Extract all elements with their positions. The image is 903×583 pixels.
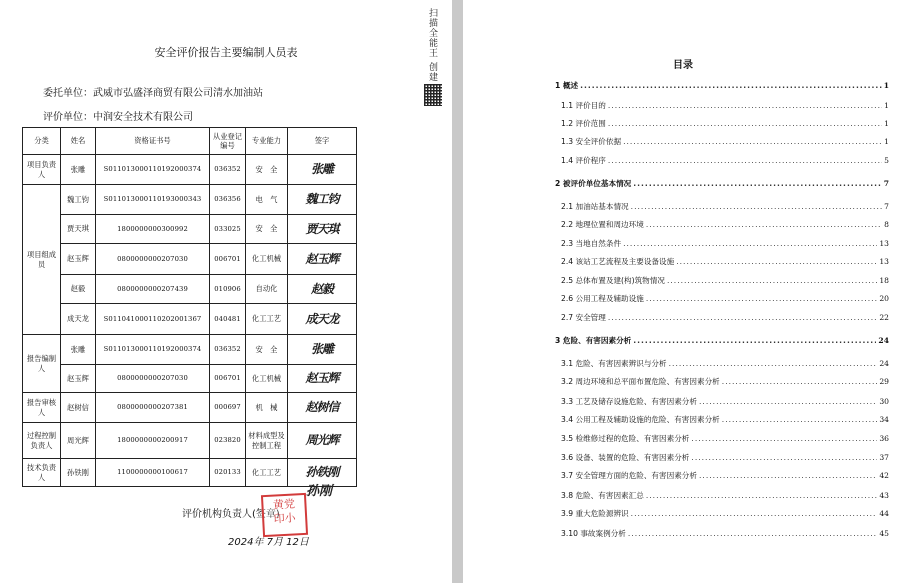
header-reg: 从业登记编号 (210, 128, 246, 155)
signature-cell: 赵树信 (288, 393, 357, 423)
table-row (23, 393, 357, 423)
toc-entry-label: 2.5 总体布置及建(构)筑物情况 (561, 276, 665, 285)
scanner-watermark (424, 4, 442, 114)
table-row (23, 304, 357, 335)
reg-cell: 006701 (210, 365, 246, 393)
toc-leader-dots (646, 491, 877, 500)
table-row (23, 335, 357, 365)
toc-entry[interactable] (555, 238, 889, 249)
toc-leader-dots (633, 336, 876, 345)
reg-cell: 036356 (210, 185, 246, 215)
toc-entry-label: 2 被评价单位基本情况 (555, 179, 632, 188)
toc-title: 目录 (673, 60, 693, 71)
toc-leader-dots (646, 220, 882, 229)
reg-cell: 006701 (210, 244, 246, 275)
name-cell: 张雕 (61, 155, 96, 185)
toc-entry-label: 2.4 该站工艺流程及主要设备设施 (561, 257, 675, 266)
name-cell: 赵树信 (61, 393, 96, 423)
toc-entry[interactable] (555, 528, 889, 539)
toc-leader-dots (691, 453, 877, 462)
toc-entry-label: 3.8 危险、有害因素汇总 (561, 491, 644, 500)
toc-entry[interactable] (555, 335, 889, 346)
category-cell: 报告审核人 (23, 393, 61, 423)
toc-entry-page: 30 (879, 397, 889, 406)
toc-entry-page: 1 (884, 119, 889, 128)
cert-cell: S011013000110192000374 (96, 155, 210, 185)
cert-cell: 1100000000100617 (96, 459, 210, 487)
reg-cell: 020133 (210, 459, 246, 487)
signature-cell: 张雕 (288, 155, 357, 185)
toc-entry[interactable] (555, 100, 889, 111)
toc-entry-label: 3.6 设备、装置的危险、有害因素分析 (561, 453, 690, 462)
toc-entry[interactable] (555, 80, 889, 91)
toc-leader-dots (623, 137, 882, 146)
toc-entry-page: 34 (879, 415, 889, 424)
cert-cell: 0800000000207439 (96, 275, 210, 304)
category-cell: 技术负责人 (23, 459, 61, 487)
toc-entry-label: 3.9 重大危险源辨识 (561, 509, 629, 518)
reg-cell: 040481 (210, 304, 246, 335)
table-row (23, 155, 357, 185)
capability-cell: 化工工艺 (246, 304, 288, 335)
table-row (23, 185, 357, 215)
capability-cell: 化工机械 (246, 244, 288, 275)
toc-entry[interactable] (555, 219, 889, 230)
table-row (23, 244, 357, 275)
signature-cell: 贾天琪 (288, 215, 357, 244)
toc-leader-dots (623, 239, 877, 248)
toc-entry-label: 3 危险、有害因素分析 (555, 336, 632, 345)
toc-entry-label: 3.4 公用工程及辅助设施的危险、有害因素分析 (561, 415, 720, 424)
capability-cell: 电 气 (246, 185, 288, 215)
toc-entry-label: 3.7 安全管理方面的危险、有害因素分析 (561, 471, 697, 480)
toc-entry-page: 7 (883, 179, 889, 188)
signature-cell: 张雕 (288, 335, 357, 365)
toc-entry-label: 1.4 评价程序 (561, 156, 606, 165)
capability-cell: 机 械 (246, 393, 288, 423)
toc-entry-label: 2.1 加油站基本情况 (561, 202, 629, 211)
toc-entry[interactable] (555, 155, 889, 166)
toc-entry[interactable] (555, 312, 889, 323)
toc-entry[interactable] (555, 136, 889, 147)
toc-entry[interactable] (555, 433, 889, 444)
evaluator-line: 评价单位：中润安全技术有限公司 (43, 112, 193, 123)
toc-leader-dots (676, 257, 877, 266)
toc-leader-dots (608, 101, 882, 110)
toc-leader-dots (580, 81, 882, 90)
name-cell: 张雕 (61, 335, 96, 365)
toc-leader-dots (631, 202, 883, 211)
toc-entry[interactable] (555, 118, 889, 129)
header-cert: 资格证书号 (96, 128, 210, 155)
cert-cell: 0800000000207030 (96, 244, 210, 275)
toc-entry[interactable] (555, 178, 889, 189)
toc-entry[interactable] (555, 508, 889, 519)
table-row (23, 423, 357, 459)
reg-cell: 010906 (210, 275, 246, 304)
signature-cell: 周光辉 (288, 423, 357, 459)
staff-table (22, 127, 357, 487)
toc-entry-page: 1 (884, 137, 889, 146)
toc-entry-page: 24 (879, 359, 889, 368)
cert-cell: 0800000000207030 (96, 365, 210, 393)
capability-cell: 化工机械 (246, 365, 288, 393)
name-cell: 周光辉 (61, 423, 96, 459)
client-line: 委托单位：武威市弘盛泽商贸有限公司清水加油站 (43, 88, 263, 99)
toc-entry[interactable] (555, 293, 889, 304)
qr-code-icon (424, 84, 442, 106)
reg-cell: 033025 (210, 215, 246, 244)
toc-leader-dots (691, 434, 877, 443)
toc-entry-label: 2.3 当地自然条件 (561, 239, 622, 248)
header-signature: 签字 (288, 128, 357, 155)
name-cell: 成天龙 (61, 304, 96, 335)
toc-entry[interactable] (555, 470, 889, 481)
signature-cell: 成天龙 (288, 304, 357, 335)
category-cell: 项目组成员 (23, 185, 61, 335)
toc-entry-page: 20 (879, 294, 889, 303)
capability-cell: 安 全 (246, 215, 288, 244)
watermark-text: 扫描全能王 创建 (427, 8, 437, 82)
capability-cell: 材料成型及控制工程 (246, 423, 288, 459)
toc-leader-dots (631, 509, 878, 518)
toc-leader-dots (628, 529, 877, 538)
toc-entry-page: 42 (879, 471, 889, 480)
toc-entry-label: 3.5 检维修过程的危险、有害因素分析 (561, 434, 690, 443)
signature-cell: 赵毅 (288, 275, 357, 304)
category-cell: 项目负责人 (23, 155, 61, 185)
toc-entry-page: 1 (883, 81, 889, 90)
toc-entry-label: 2.6 公用工程及辅助设施 (561, 294, 644, 303)
toc-entry[interactable] (555, 201, 889, 212)
toc-entry[interactable] (555, 376, 889, 387)
signature-cell: 赵玉辉 (288, 244, 357, 275)
category-cell: 过程控制负责人 (23, 423, 61, 459)
toc-entry-page: 37 (879, 453, 889, 462)
toc-entry-page: 18 (879, 276, 889, 285)
cert-cell: 1800000000300992 (96, 215, 210, 244)
reg-cell: 023820 (210, 423, 246, 459)
toc-entry-page: 8 (884, 220, 889, 229)
capability-cell: 化工工艺 (246, 459, 288, 487)
name-cell: 魏工钧 (61, 185, 96, 215)
toc-entry-label: 3.2 周边环境和总平面布置危险、有害因素分析 (561, 377, 720, 386)
toc-leader-dots (722, 377, 878, 386)
toc-leader-dots (699, 397, 877, 406)
category-cell: 报告编制人 (23, 335, 61, 393)
responsible-signature: 孙刚 (306, 484, 333, 499)
toc-entry-page: 24 (878, 336, 889, 345)
toc-entry-label: 2.2 地理位置和周边环境 (561, 220, 644, 229)
toc-entry[interactable] (555, 396, 889, 407)
toc-leader-dots (667, 276, 877, 285)
toc-entry-label: 3.10 事故案例分析 (561, 529, 626, 538)
page-title: 安全评价报告主要编制人员表 (154, 46, 298, 59)
cert-cell: S011041000110202001367 (96, 304, 210, 335)
toc-leader-dots (608, 119, 882, 128)
red-seal-stamp: 黄党 印小 (261, 493, 308, 537)
toc-entry[interactable] (555, 490, 889, 501)
signature-cell: 孙铁刚 (288, 459, 357, 487)
toc-entry-page: 44 (879, 509, 889, 518)
toc-entry-page: 22 (879, 313, 889, 322)
toc-entry[interactable] (555, 275, 889, 286)
toc-entry-page: 7 (884, 202, 889, 211)
name-cell: 孙铁刚 (61, 459, 96, 487)
toc-entry-label: 1.1 评价目的 (561, 101, 606, 110)
page-table-of-contents (463, 0, 903, 583)
reg-cell: 036352 (210, 155, 246, 185)
header-capability: 专业能力 (246, 128, 288, 155)
name-cell: 赵玉辉 (61, 244, 96, 275)
cert-cell: S011013000110192000374 (96, 335, 210, 365)
name-cell: 贾天琪 (61, 215, 96, 244)
toc-entry[interactable] (555, 414, 889, 425)
table-row (23, 365, 357, 393)
table-header-row (23, 128, 357, 155)
toc-entry-label: 1.3 安全评价依据 (561, 137, 622, 146)
toc-entry-page: 29 (879, 377, 889, 386)
reg-cell: 000697 (210, 393, 246, 423)
toc-leader-dots (669, 359, 878, 368)
cert-cell: 1800000000200917 (96, 423, 210, 459)
header-name: 姓名 (61, 128, 96, 155)
name-cell: 赵玉辉 (61, 365, 96, 393)
name-cell: 赵毅 (61, 275, 96, 304)
toc-leader-dots (608, 313, 877, 322)
toc-leader-dots (608, 156, 882, 165)
toc-entry[interactable] (555, 256, 889, 267)
toc-entry-page: 43 (879, 491, 889, 500)
toc-entry-label: 3.1 危险、有害因素辨识与分析 (561, 359, 667, 368)
toc-leader-dots (633, 179, 881, 188)
signature-cell: 魏工钧 (288, 185, 357, 215)
toc-entry-page: 5 (884, 156, 889, 165)
toc-leader-dots (646, 294, 877, 303)
cert-cell: S011013000110193000343 (96, 185, 210, 215)
page-gutter (452, 0, 463, 583)
toc-entry-label: 1 概述 (555, 81, 579, 90)
capability-cell: 安 全 (246, 335, 288, 365)
signature-cell: 赵玉辉 (288, 365, 357, 393)
toc-entry[interactable] (555, 358, 889, 369)
capability-cell: 安 全 (246, 155, 288, 185)
reg-cell: 036352 (210, 335, 246, 365)
header-category: 分类 (23, 128, 61, 155)
table-row (23, 275, 357, 304)
toc-entry-label: 3.3 工艺及储存设施危险、有害因素分析 (561, 397, 697, 406)
toc-entry-page: 45 (879, 529, 889, 538)
toc-entry-page: 1 (884, 101, 889, 110)
toc-entry-label: 2.7 安全管理 (561, 313, 606, 322)
toc-leader-dots (699, 471, 877, 480)
cert-cell: 0800000000207381 (96, 393, 210, 423)
toc-entry-page: 36 (879, 434, 889, 443)
toc-entry-label: 1.2 评价范围 (561, 119, 606, 128)
capability-cell: 自动化 (246, 275, 288, 304)
toc-entry-page: 13 (879, 239, 889, 248)
responsible-line: 评价机构负责人(签章) (182, 509, 280, 520)
toc-entry-page: 13 (879, 257, 889, 266)
table-row (23, 215, 357, 244)
toc-entry[interactable] (555, 452, 889, 463)
signing-date: 2024年 7月 12日 (228, 537, 309, 548)
toc-leader-dots (722, 415, 878, 424)
